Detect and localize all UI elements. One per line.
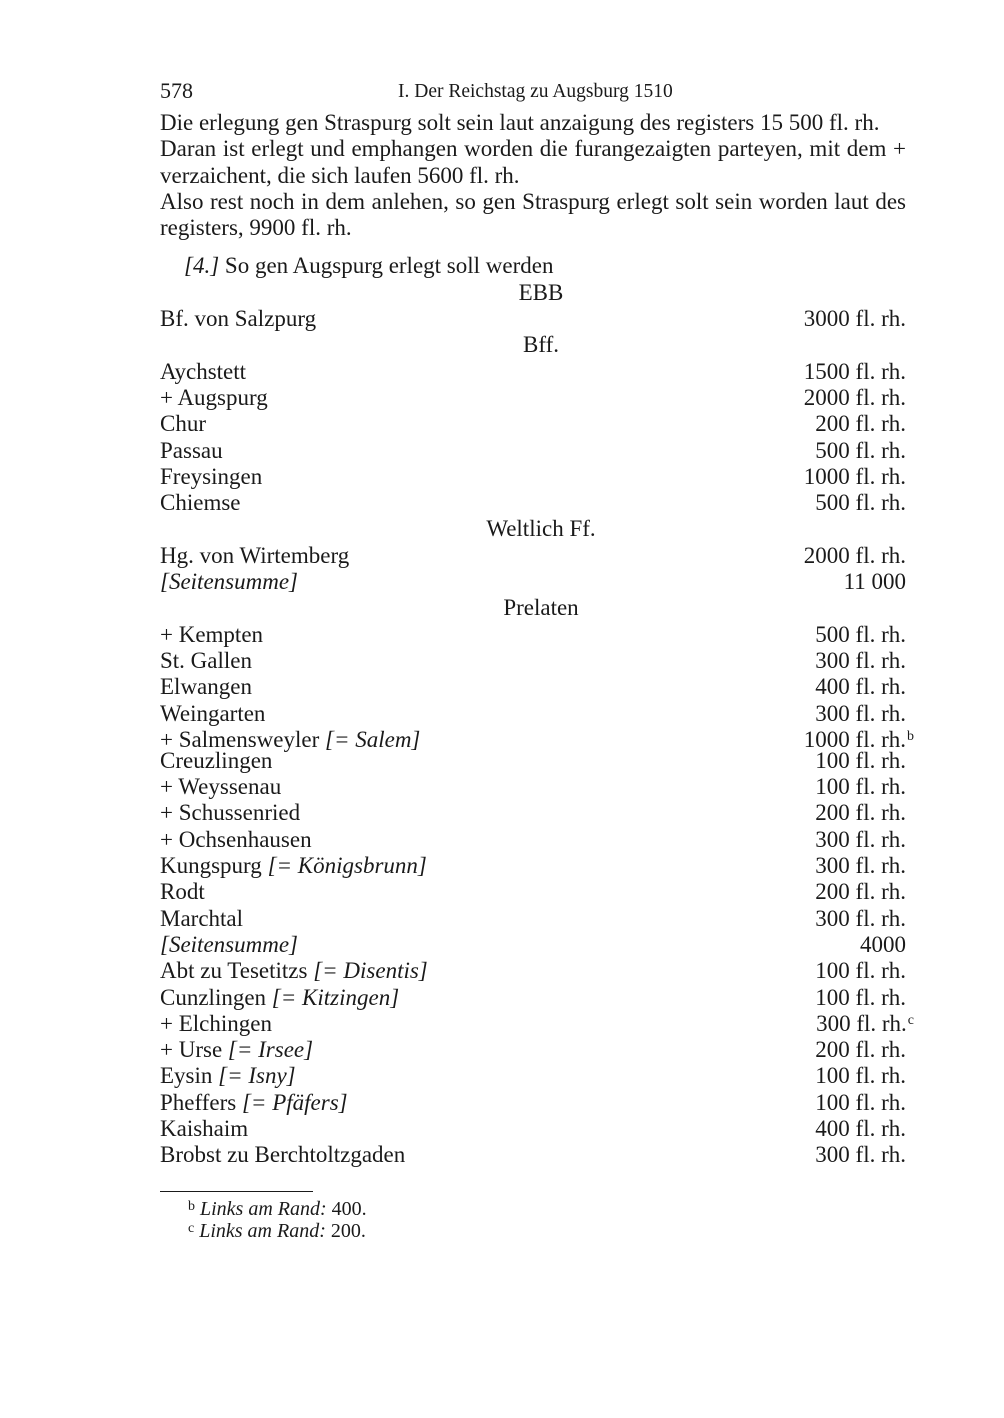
row-amount: 500 fl. rh. bbox=[815, 437, 906, 463]
footnote-divider bbox=[160, 1191, 313, 1192]
row-amount: 300 fl. rh. bbox=[816, 1010, 907, 1036]
row-name: St. Gallen bbox=[160, 647, 252, 673]
row-amount: 2000 fl. rh. bbox=[803, 542, 906, 568]
row-name: + Urse bbox=[160, 1037, 223, 1063]
row-amount: 100 fl. rh. bbox=[815, 774, 906, 800]
row-amount: 100 fl. rh. bbox=[815, 958, 906, 984]
footnote-label: Links am Rand: bbox=[199, 1220, 326, 1243]
row-name-group bbox=[160, 726, 421, 752]
group-heading bbox=[160, 595, 906, 621]
row-amount-group bbox=[816, 1011, 914, 1037]
subtotal-row bbox=[160, 569, 906, 595]
document-page bbox=[160, 78, 914, 1243]
table-row bbox=[160, 359, 906, 385]
row-amount: 300 fl. rh. bbox=[815, 905, 906, 931]
table-row bbox=[160, 674, 906, 700]
row-name: + Schussenried bbox=[160, 800, 301, 826]
row-name: Kungspurg bbox=[160, 853, 262, 879]
row-amount: 200 fl. rh. bbox=[815, 411, 906, 437]
row-note: [= Pfäfers] bbox=[241, 1089, 348, 1115]
row-name: Rodt bbox=[160, 879, 205, 905]
row-name-group bbox=[160, 1037, 313, 1063]
group-heading-prelaten: Prelaten bbox=[503, 595, 579, 621]
table-row bbox=[160, 1142, 906, 1168]
footnote-item bbox=[188, 1198, 906, 1221]
row-amount: 2000 fl. rh. bbox=[803, 384, 906, 410]
row-name: + Kempten bbox=[160, 621, 264, 647]
footnote-mark: b bbox=[188, 1198, 195, 1214]
running-title: I. Der Reichstag zu Augsburg 1510 bbox=[398, 81, 673, 102]
page-header bbox=[160, 78, 906, 110]
page-number: 578 bbox=[160, 78, 193, 103]
subtotal-label: [Seitensumme] bbox=[160, 569, 298, 595]
group-heading bbox=[160, 516, 906, 542]
row-name: + Salmensweyler bbox=[160, 726, 320, 752]
table-row bbox=[160, 411, 906, 437]
row-amount: 3000 fl. rh. bbox=[803, 306, 906, 332]
table-row bbox=[160, 1116, 906, 1142]
row-amount-group bbox=[803, 726, 914, 752]
section-heading bbox=[160, 253, 906, 279]
row-amount: 100 fl. rh. bbox=[815, 747, 906, 773]
table-row bbox=[160, 985, 906, 1011]
table-row bbox=[160, 490, 906, 516]
row-name: Abt zu Tesetitzs bbox=[160, 958, 308, 984]
contribution-table bbox=[160, 279, 914, 1169]
table-row bbox=[160, 1037, 906, 1063]
row-name: Aychstett bbox=[160, 358, 247, 384]
footnote-text: 200. bbox=[330, 1220, 366, 1243]
table-row bbox=[160, 774, 906, 800]
row-amount: 1000 fl. rh. bbox=[803, 463, 906, 489]
row-name: Chiemse bbox=[160, 490, 241, 516]
intro-paragraph-1: Die erlegung gen Straspurg solt sein laut anzaigung des registers 15 500 fl. rh. bbox=[160, 110, 880, 135]
table-row bbox=[160, 748, 906, 774]
row-amount: 300 fl. rh. bbox=[815, 853, 906, 879]
group-heading-ebb: EBB bbox=[518, 279, 564, 305]
row-amount: 100 fl. rh. bbox=[815, 984, 906, 1010]
row-note: [= Isny] bbox=[218, 1063, 296, 1089]
row-amount: 100 fl. rh. bbox=[815, 1063, 906, 1089]
table-row bbox=[160, 906, 906, 932]
table-row bbox=[160, 853, 906, 879]
table-row bbox=[160, 438, 906, 464]
row-amount: 100 fl. rh. bbox=[815, 1089, 906, 1115]
group-heading-weltlich: Weltlich Ff. bbox=[486, 516, 596, 542]
row-amount: 300 fl. rh. bbox=[815, 1142, 906, 1168]
group-heading bbox=[160, 280, 906, 306]
section-marker: [4.] bbox=[184, 253, 220, 279]
row-name: Elwangen bbox=[160, 674, 252, 700]
table-row bbox=[160, 1063, 906, 1089]
row-name: Brobst zu Berchtoltzgaden bbox=[160, 1142, 406, 1168]
row-name: Marchtal bbox=[160, 905, 244, 931]
row-note: [= Disentis] bbox=[313, 958, 428, 984]
row-name: Pheffers bbox=[160, 1089, 237, 1115]
intro-paragraph-2: Daran ist erlegt und emphangen worden die furangezaigten parteyen, mit dem + verzaichent, die sich laufen 5600 fl. rh. bbox=[160, 136, 906, 188]
footnote-ref: c bbox=[907, 1012, 914, 1028]
row-name: Freysingen bbox=[160, 463, 263, 489]
table-row bbox=[160, 1010, 914, 1037]
footnotes bbox=[160, 1198, 906, 1243]
table-row bbox=[160, 879, 906, 905]
row-name: Creuzlingen bbox=[160, 747, 273, 773]
row-amount: 200 fl. rh. bbox=[815, 800, 906, 826]
table-row bbox=[160, 726, 914, 752]
row-amount: 300 fl. rh. bbox=[815, 826, 906, 852]
row-name: + Ochsenhausen bbox=[160, 826, 312, 852]
row-name-group bbox=[160, 1090, 348, 1116]
table-row bbox=[160, 800, 906, 826]
row-amount: 400 fl. rh. bbox=[815, 674, 906, 700]
row-name: Kaishaim bbox=[160, 1115, 249, 1141]
subtotal-amount: 4000 bbox=[860, 931, 906, 957]
row-name-group bbox=[160, 985, 399, 1011]
row-amount: 300 fl. rh. bbox=[815, 700, 906, 726]
footnote-label: Links am Rand: bbox=[200, 1197, 327, 1220]
row-name-group bbox=[160, 853, 427, 879]
subtotal-label: [Seitensumme] bbox=[160, 931, 298, 957]
table-row bbox=[160, 306, 906, 332]
row-name: + Elchingen bbox=[160, 1010, 272, 1036]
row-amount: 500 fl. rh. bbox=[815, 621, 906, 647]
row-name: + Weyssenau bbox=[160, 774, 282, 800]
footnote-item bbox=[188, 1220, 906, 1243]
row-amount: 500 fl. rh. bbox=[815, 490, 906, 516]
row-amount: 1000 fl. rh. bbox=[803, 726, 906, 752]
table-row bbox=[160, 622, 906, 648]
row-amount: 300 fl. rh. bbox=[815, 647, 906, 673]
footnote-text: 400. bbox=[331, 1197, 367, 1220]
row-name-group bbox=[160, 958, 428, 984]
footnote-mark: c bbox=[188, 1221, 195, 1237]
table-row bbox=[160, 701, 906, 727]
row-name: Weingarten bbox=[160, 700, 266, 726]
row-amount: 200 fl. rh. bbox=[815, 879, 906, 905]
intro-paragraph-3: Also rest noch in dem anlehen, so gen Straspurg erlegt solt sein worden laut des registers, 9900 fl. rh. bbox=[160, 188, 906, 241]
row-note: [= Irsee] bbox=[227, 1037, 314, 1063]
table-row bbox=[160, 385, 906, 411]
section-title: So gen Augspurg erlegt soll werden bbox=[224, 253, 554, 279]
table-row bbox=[160, 827, 906, 853]
row-note: [= Kitzingen] bbox=[271, 984, 400, 1010]
group-heading-bff: Bff. bbox=[523, 332, 559, 358]
row-name: Eysin bbox=[160, 1063, 213, 1089]
table-row bbox=[160, 464, 906, 490]
row-note: [= Salem] bbox=[325, 726, 421, 752]
row-name-group bbox=[160, 1063, 296, 1089]
subtotal-row bbox=[160, 932, 906, 958]
row-name: Bf. von Salzpurg bbox=[160, 306, 317, 332]
row-name: + Augspurg bbox=[160, 384, 268, 410]
table-row bbox=[160, 543, 906, 569]
table-row bbox=[160, 648, 906, 674]
group-heading bbox=[160, 332, 906, 358]
row-note: [= Königsbrunn] bbox=[267, 853, 427, 879]
row-name: Chur bbox=[160, 411, 206, 437]
row-amount: 1500 fl. rh. bbox=[803, 358, 906, 384]
row-name: Hg. von Wirtemberg bbox=[160, 542, 350, 568]
intro-text bbox=[160, 110, 906, 241]
table-row bbox=[160, 1090, 906, 1116]
row-amount: 200 fl. rh. bbox=[815, 1037, 906, 1063]
row-name: Cunzlingen bbox=[160, 984, 267, 1010]
table-row bbox=[160, 958, 906, 984]
footnote-ref: b bbox=[907, 728, 914, 744]
row-name: Passau bbox=[160, 437, 223, 463]
subtotal-amount: 11 000 bbox=[843, 569, 906, 595]
row-amount: 400 fl. rh. bbox=[815, 1115, 906, 1141]
